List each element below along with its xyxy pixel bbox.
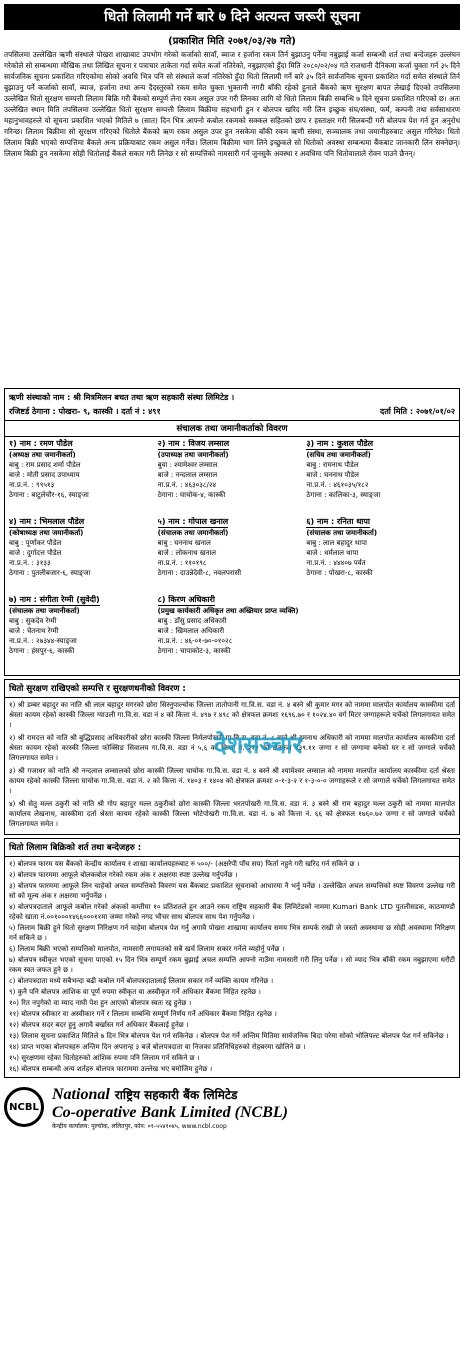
member-role: (संचालक तथा जमानीकर्ता) (9, 607, 80, 615)
assets-list (5, 698, 459, 834)
member-role: (सचिव तथा जमानीकर्ता) (306, 451, 371, 459)
condition-item: १०) रित नपुगेको वा म्याद नाघी पेश हुन आएको बोलपत्र स्वतः रद्द हुनेछ । (9, 999, 192, 1007)
board-title: संचालक तथा जमानीकर्ताको विवरण (5, 421, 459, 437)
asset-item: १) श्री डम्बर बहादुर का नाति श्री लाल बहादुर मगरको छोरा सिस्नुपाल्चोक जिल्ला तातोपानी गा.वि.स. वडा नं. ४ बस्ने श्री कुमार मगर को नाममा मालपोत कार्यालय कास्कीमा दर्ता श्रेस्ता कायम रहेको कास्की जिल्ला ग्याउली गा.वि.स. वडा नं ४ को कित्ता नं. ४९७ र ४९८ को क्षेत्रफल क्रमशः १६९६.७० र १०२४.४० वर्ग मिटर जग्गाहरूले चर्चेको लिगलगायत समेत । (9, 701, 455, 729)
condition-item: ५) लिलाम बिक्री हुने धितो सुरक्षण निरिक्षण गर्न चाहेमा बोलपत्र पेश गर्नु अगावै पोखरा शाखामा कार्यालय समय भित्र सम्पर्क राखी जे जस्तो अवस्थामा छ सोही अवस्थामा निरिक्षण गर्न सकिने छ । (9, 924, 455, 942)
ncbl-logo-icon: NCBL (4, 1087, 44, 1127)
intro-paragraph: तपसिलमा उल्लेखित ऋणी संस्थाले पोखरा शाखाबाट उपभोग गरेको कर्जाको सावाँ, ब्याज र हर्जाना रकम तिर्न बुझाउनु पर्नेमा नबुझाई कर्जा सम्बन्धी शर्त तथा बन्देजहरु उल्लंघन गरेकोले सो सम्बन्धमा मौखिक तथा लिखित सूचना र पत्राचार ताकेता गर्दा समेत कर्जा नतिरेको, नबुझाएको हुँदा मिति २०८०/०२/०४ गते राजधानी दैनिकमा कर्जा चुक्ता गर्न ३५ दिने सार्वजनिक सूचना प्रकाशित गरिएकोमा सोको अवधि भित्र पनि सो संस्थाले कर्जा नतिरेको हुँदा धितो लिलामी गर्ने बारे ३५ दिने सार्वजनिक सूचना प्रकाशित गर्दा समेत संस्थाले तिर्न बुझाउनु पर्ने कर्जाको सावाँ, ब्याज, हर्जाना तथा अन्य दैदस्तुरको रकम समेत चुक्ता भुक्तानी नगरी बाँकी रहेको हुनाले बैंकको ऋण सुरक्षण बापत लेखाई दिएको तपसिलमा उल्लेखित धितो सुरक्षण सम्पत्ती लिलाम बिक्रि गरी बैंकको सम्पूर्ण लेना रकम असुल उपर गरी लिनका लागि यो धितो लिलाम बिक्री सम्बन्धि ७ दिने सूचना प्रकाशित गरिएको छ। अतः उल्लेखित स्थान मिति तपसिलमा उल्लेखित धितो सुरक्षण सम्पत्ती लिलाम बिक्रीमा सहभागी हुन र बोलपत्र खरिद गरी लिन इच्छुक संघ/संस्था, फर्म, कम्पनी तथा सर्वसाधारण महानुभावहरुले यो सूचना प्रकाशित भएको मितिले ७ (सात) दिन भित्र आफ्नो कबोल रकमको सक्कल सहितको छाप र हस्ताक्षर गरी सिलबन्दी गरी बोलपत्र पेश गर्न हुन अनुरोध गरिन्छ। लिलाम बिक्रीमा सो सुरक्षण गरिएको धितोले बैंकको ऋण रकम असुल उपर हुन नसकेमा बाँकी रकम ऋणी संस्था, सञ्चालक तथा जमानीहरुबाट असुल गरिनेछ। धितो लिलाम बिक्री भएको सम्पत्तिमा बैंकले अन्य प्रक्रियाबाट रकम असुल गर्नेछ। लिलाम बिक्रीमा भाग लिने इच्छुकले सो धितोको अवस्था सम्बन्धमा बैंकबाट जानकारी लिन सक्नेछन्। लिलाम बिक्री हुन नसकेमा सोही धितोलाई बैंकले सकार गरी लिनेछ र सो सम्पत्तिको नामसारी गर्न जुनसुकै अवस्था र अवधिमा पनि धितोवालाले रोक्न पाउने छैनन्। (4, 50, 460, 158)
member-father: बाबु : पूर्णाकर पौडेल (9, 539, 62, 547)
condition-item: १) बोलपत्र फारम यस बैंकको केन्द्रीय कार्यालय र शाखा कार्यालयहरुबाट रु ५००/- (अक्षरेपी पाँच सय) फिर्ता नहुने गरी खरिद गर्न सकिने छ । (9, 860, 360, 868)
condition-item: ६) लिलाम बिक्री भएको सम्पत्तिको मालपोत, नामसारी लगायतको सबै खर्च लिलाम सकार गर्नेले व्यहोर्नु पर्नेछ । (9, 945, 285, 953)
watermark: देशसञ्चार (214, 731, 303, 759)
member-address: ठेगाना : कालिका-३, स्याङ्जा (306, 491, 381, 499)
member-address: ठेगाना : चापाकोट-३, कास्की (157, 647, 231, 655)
bank-footer (4, 1084, 460, 1130)
condition-item: ४) बोलपत्रदाताले आफूले कबोल गरेको अंकको कम्तीमा १० प्रतिशतले हुन आउने रकम राष्ट्रिय सहकारी बैंक लिमिटेडको नाममा Kumari Bank LTD पुतलीसडक, काठमाण्डौ रहेको खाता नं.००१०००१४६६०००११मा जम्मा गरेको नगद भौचर साथ बोलपत्र साथ पेश गर्नुपर्नेछ । (9, 903, 455, 921)
bank-name-np: राष्ट्रिय सहकारी बैंक लिमिटेड (114, 1088, 238, 1102)
member-father: बाबु : रामनाथ पौडेल (306, 461, 359, 469)
condition-item: १२) बोलपत्र सदर बदर हुनु अगावै बर्खास्त गर्न अधिकार बैंकलाई हुनेछ । (9, 1021, 189, 1029)
member-grandfather: बाजे : धर्मलाल थापा (306, 549, 359, 557)
member-father: बाबु : घननाथ खनाल (157, 539, 211, 547)
conditions-list (5, 857, 459, 1077)
member-citizenship: ना.प्र.नं. : ११०१९८ (157, 559, 207, 567)
bank-name-en-1: National (52, 1086, 110, 1103)
member-citizenship: ना.प्र.नं. : २७३४४-स्याङ्जा (9, 637, 77, 645)
bank-name-line-1 (52, 1084, 288, 1104)
member-address: ठेगाना : घाचोक-४, कास्की (157, 491, 226, 499)
member-father: बाबु : डाँसु प्रसाद अधिकारी (157, 617, 227, 625)
condition-item: १३) लिलाम सूचना प्रकाशित मितिले ७ दिन भित्र बोलपत्र पेश गर्न सकिनेछ । बोलपत्र पेश गर्ने अन्तिम मितिमा सार्वजनिक बिदा परेमा सोको भोलिपल्ट बोलपत्र पेश गर्न सकिनेछ । (9, 1032, 449, 1040)
institution-address-row (5, 403, 459, 421)
member-role: (प्रमुख कार्यकारी अधिकृत तथा अख्तियार प्राप्त व्यक्ति) (157, 607, 299, 615)
assets-title: धितो सुरक्षण राखिएको सम्पत्ति र सुरक्षणधनीको विवरण : (5, 680, 459, 698)
asset-item: २) श्री रामदत्त को नाति श्री बुद्धिप्रसाद अधिकारीको छोरा कास्की जिल्ला निर्मलपोखरी गा.वि.स. वडा नं. ८ बस्ने श्री हुमनाथ अधिकारी को नाममा मालपोत कार्यालय कास्कीमा दर्ता श्रेस्ता कायम रहेको कास्की जिल्ला फोक्सिङ सिवालय गा.वि.स. वडा नं ५,६ को कित्ता नं. २१२ को क्षेत्रफल ४३९.११ जग्गा र सो जग्गामा बनेको घर र सो जग्गाले चर्चेको लिगलगायत समेत । (9, 734, 455, 762)
member-citizenship: ना.प्र.नं. : ४६१०३५/१८२ (306, 481, 369, 489)
member-father: बाबु : लाल बहादुर थापा (306, 539, 367, 547)
member-card (306, 517, 455, 595)
notice-title: धितो लिलामी गर्ने बारे ७ दिने अत्यन्त जरूरी सूचना (4, 4, 460, 30)
asset-item: ४) श्री सेतु मल्ल ठकुरी को नाति श्री गोप बहादुर मल्ल ठकुरीको छोरा कास्की जिल्ला भरतपोखरी गा.वि.स. वडा नं. ३ बस्ने श्री राम बहादुर मल्ल ठकुरी को नाममा मालपोत कार्यालय लेखनाथ, कास्कीमा दर्ता श्रेस्ता कायम रहेको कास्की जिल्ला भोटेपोखरी गा.वि.स. वडा नं. ७ को कित्ता नं. ६६ को क्षेत्रफल १७६०.७२ जग्गा र सो जग्गाले चर्चेको लिगलगायत समेत । (9, 800, 455, 828)
member-name: ५) नाम : गोपाल खनाल (157, 517, 229, 526)
member-address: ठेगाना : पुतलीबजार-६, स्याङ्जा (9, 569, 91, 577)
member-grandfather: बाजे : घननाथ पौडेल (306, 471, 359, 479)
member-name: २) नाम : विजय लम्साल (157, 439, 230, 448)
member-name: १) नाम : रमण पौडेल (9, 439, 73, 448)
member-address: ठेगाना : बाटुलेचौर-१६, स्याङ्जा (9, 491, 89, 499)
member-grandfather: बाजे : दुर्गादत्त पौडेल (9, 549, 62, 557)
condition-item: २) बोलपत्र फारममा आफूले बोलकबोल गरेको रकम अंक र अक्षरमा स्पष्ट उल्लेख गर्नुपर्नेछ । (9, 871, 238, 879)
member-address: ठेगाना : पोखरा-८, कास्की (306, 569, 373, 577)
member-father: बाबु : सुकदेव रेग्मी (9, 617, 57, 625)
member-citizenship: ना.प्र.नं. : ४४४०७ पर्वत (306, 559, 366, 567)
condition-item: ११) बोलपत्र स्वीकार वा अस्वीकार गर्ने र लिलाम सम्बन्धि सम्पूर्ण निर्णय गर्ने अधिकार बैंकमा निहित रहनेछ । (9, 1010, 277, 1018)
conditions-box (4, 838, 460, 1078)
bank-contact: केन्द्रीय कार्यालय: पुल्चोक, ललितपुर, फोन: ०१-५५४१०४५, www.ncbl.coop (52, 1123, 227, 1130)
registered-address: रजिष्टर्ड ठेगाना : पोखरा- ९, कास्की । दर्ता नं : ४९१ (9, 407, 161, 416)
member-father: बुवा : श्यामेश्वर लम्साल (157, 461, 218, 469)
conditions-title: धितो लिलाम बिक्रिको शर्त तथा बन्देजहरु : (5, 839, 459, 857)
member-role: (संचालक तथा जमानीकर्ता) (157, 529, 229, 537)
institution-box (4, 388, 460, 676)
member-card (9, 595, 158, 673)
member-citizenship: ना.प्र.नं. : ४६३०३८/२४ (157, 481, 217, 489)
board-members-grid (5, 437, 459, 675)
member-name: ७) नाम : संगीता रेग्मी (सुवेदी) (9, 595, 100, 604)
member-name: ६) नाम : रनिता थापा (306, 517, 370, 526)
asset-item: ३) श्री गजाधर को नाति श्री नन्दलाल लम्सालको छोरा कास्की जिल्ला घाचोक गा.वि.स. वडा नं. ४ बस्ने श्री श्यामेश्वर लम्साल को नाममा मालपोत कार्यालय कास्कीमा दर्ता श्रेस्ता कायम रहेको कास्की जिल्ला घाचोक गा.वि.स. वडा नं. २ को कित्ता नं. १४०३ र १४०४ को क्षेत्रफल क्रमशः ०-१-३-२ र १-३-०-० जग्गाहरूले र सो जग्गाले चर्चेको लिगलगायत समेत । (9, 767, 455, 795)
member-role: (कोषाध्यक्ष तथा जमानीकर्ता) (9, 529, 84, 537)
member-role: (अध्यक्ष तथा जमानीकर्ता) (9, 451, 76, 459)
member-grandfather: बाजे : लोकनाथ खनाल (157, 549, 216, 557)
condition-item: १४) प्राप्त भएका बोलपत्रहरु अन्तिम दिन अपरान्ह ३ बजे बोलपत्रदाता वा निजका प्रतिनिधिहरुको रोहबरमा खोलिने छ । (9, 1043, 306, 1051)
published-date: (प्रकाशित मिति २०७१/०३/२७ गते) (168, 36, 296, 47)
member-father: बाबु : राम प्रसाद शर्मा पौडेल (9, 461, 81, 469)
member-name: ४) नाम : भिमलाल पौडेल (9, 517, 85, 526)
member-grandfather: बाजे : नन्दलाल लम्साल (157, 471, 218, 479)
registration-date: दर्ता मिति : २०७१/०१/०२ (379, 407, 455, 416)
member-grandfather: बाजे : खिमलाल अधिकारी (157, 627, 225, 635)
member-grandfather: बाजे : चेतनाथ रेग्मी (9, 627, 59, 635)
member-card (9, 439, 158, 517)
member-card (158, 595, 455, 673)
condition-item: ९) कुनै पनि बोलपत्र आंशिक वा पूर्ण रुपमा स्वीकृत वा अस्वीकृत गर्ने अधिकार बैंकमा निहित रहनेछ । (9, 988, 261, 996)
condition-item: ८) बोलपत्रदाता मध्ये सबैभन्दा बढी कबोल गर्ने बोलपत्रदातालाई लिलाम सकार गर्ने व्यक्ति कायम गरिनेछ । (9, 977, 274, 985)
condition-item: ३) बोलपत्र फारममा आफूले लिन चाहेको अचल सम्पत्तिको विवरण यस बैंकबाट प्रकाशित सूचनाको आधारमा नै भर्नु पर्नेछ । उल्लेखित अचल सम्पत्तिको स्पष्ट विवरण उल्लेख गरी सो को मूल्य अंक र अक्षरमा भर्नुपर्नेछ । (9, 882, 455, 900)
member-name: ८) किरण अधिकारी (157, 595, 215, 604)
member-role: (उपाध्यक्ष तथा जमानीकर्ता) (157, 451, 229, 459)
member-citizenship: ना.प्र.नं. : ३१३३ (9, 559, 51, 567)
member-role: (संचालक तथा जमानीकर्ता) (306, 529, 378, 537)
condition-item: ७) बोलपत्र स्वीकृत भएको सूचना पाएको १५ दिन भित्र सम्पूर्ण रकम बुझाई अचल सम्पत्ति आफ्नो नाउँमा नामसारी गरी लिनु पर्नेछ । सो म्याद भित्र बाँकी रकम नबुझाएमा धरौटी रकम स्वत जफत हुने छ । (9, 956, 455, 974)
member-card (158, 517, 307, 595)
member-address: ठेगाना : हंसपुर-६, कास्की (9, 647, 75, 655)
member-card (158, 439, 307, 517)
member-citizenship: ना.प्र.नं. : ४६-०१-७०-०१०२८ (157, 637, 233, 645)
member-name: ३) नाम : कुशल पौडेल (306, 439, 374, 448)
institution-name-row (5, 389, 459, 403)
member-card (9, 517, 158, 595)
condition-item: १६) बोलपत्र सम्बन्धी अन्य शर्तहरु बोलपत्र फाराममा उल्लेख भए बमोजिम हुनेछ । (9, 1065, 213, 1073)
bank-name-en-2: Co-operative Bank Limited (NCBL) (52, 1104, 288, 1121)
notice-page (4, 4, 460, 1363)
bank-name-block (52, 1084, 288, 1130)
member-citizenship: ना.प्र.नं. : ९९५१३ (9, 481, 55, 489)
member-address: ठेगाना : दाउन्नेदेवी-८, नवलपरासी (157, 569, 242, 577)
condition-item: १५) सुरक्षणमा रहेका धितोहरुको आंशिक रुपमा पनि लिलाम गर्न सकिने छ । (9, 1054, 200, 1062)
member-card (306, 439, 455, 517)
institution-name: ऋणी संस्थाको नाम : श्री मित्रमिलन बचत तथा ऋण सहकारी संस्था लिमिटेड । (9, 393, 235, 402)
member-grandfather: बाजे : मोती प्रसाद उपाध्याय (9, 471, 80, 479)
